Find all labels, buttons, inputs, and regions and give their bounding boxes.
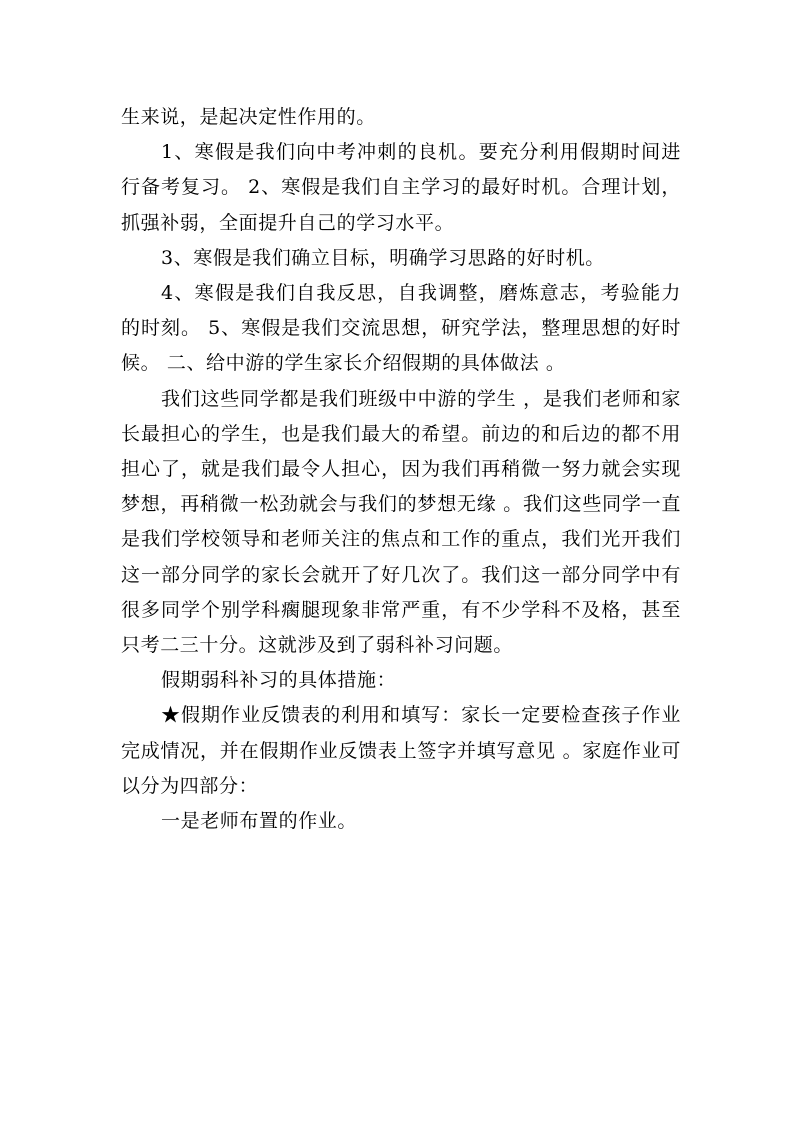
paragraph-measures-heading: 假期弱科补习的具体措施： — [161, 669, 397, 692]
paragraph-continuation: 生来说，是起决定性作用的。 — [121, 106, 376, 128]
paragraph-point-1-2: 1、寒假是我们向中考冲刺的良机。要充分利用假期时间进行备考复习。 2、寒假是我们自主学习的最好时机。合理计划，抓强补弱，全面提升自己的学习水平。 — [121, 141, 681, 234]
paragraph-point-3: 3、寒假是我们确立目标，明确学习思路的好时机。 — [161, 246, 605, 269]
paragraph-homework-part-1: 一是老师布置的作业。 — [161, 810, 358, 833]
paragraph-middle-students: 我们这些同学都是我们班级中中游的学生 ，是我们老师和家长最担心的学生，也是我们最大的希望。前边的和后边的都不用担心了，就是我们最令人担心，因为我们再稍微一努力就会实现梦想，再稍微一松劲就会与我们的梦想无缘 。我们这些同学一直是我们学校领导和老师关注的焦点和工作的重点，我们光开我们这一部分同学的家长会就开了好几次了。我们这一部分同学中有很多同学个别学科瘸腿现象非常严重，有不少学科不及格，甚至只考二三十分。这就涉及到了弱科补习问题。 — [121, 387, 681, 657]
document-body — [121, 100, 681, 839]
paragraph-point-4-5: 4、寒假是我们自我反思，自我调整，磨炼意志，考验能力的时刻。 5、寒假是我们交流思想，研究学法，整理思想的好时候。 二、给中游的学生家长介绍假期的具体做法 。 — [121, 282, 681, 375]
paragraph-feedback-form: ★假期作业反馈表的利用和填写：家长一定要检查孩子作业完成情况，并在假期作业反馈表上签字并填写意见 。家庭作业可以分为四部分： — [121, 704, 681, 797]
